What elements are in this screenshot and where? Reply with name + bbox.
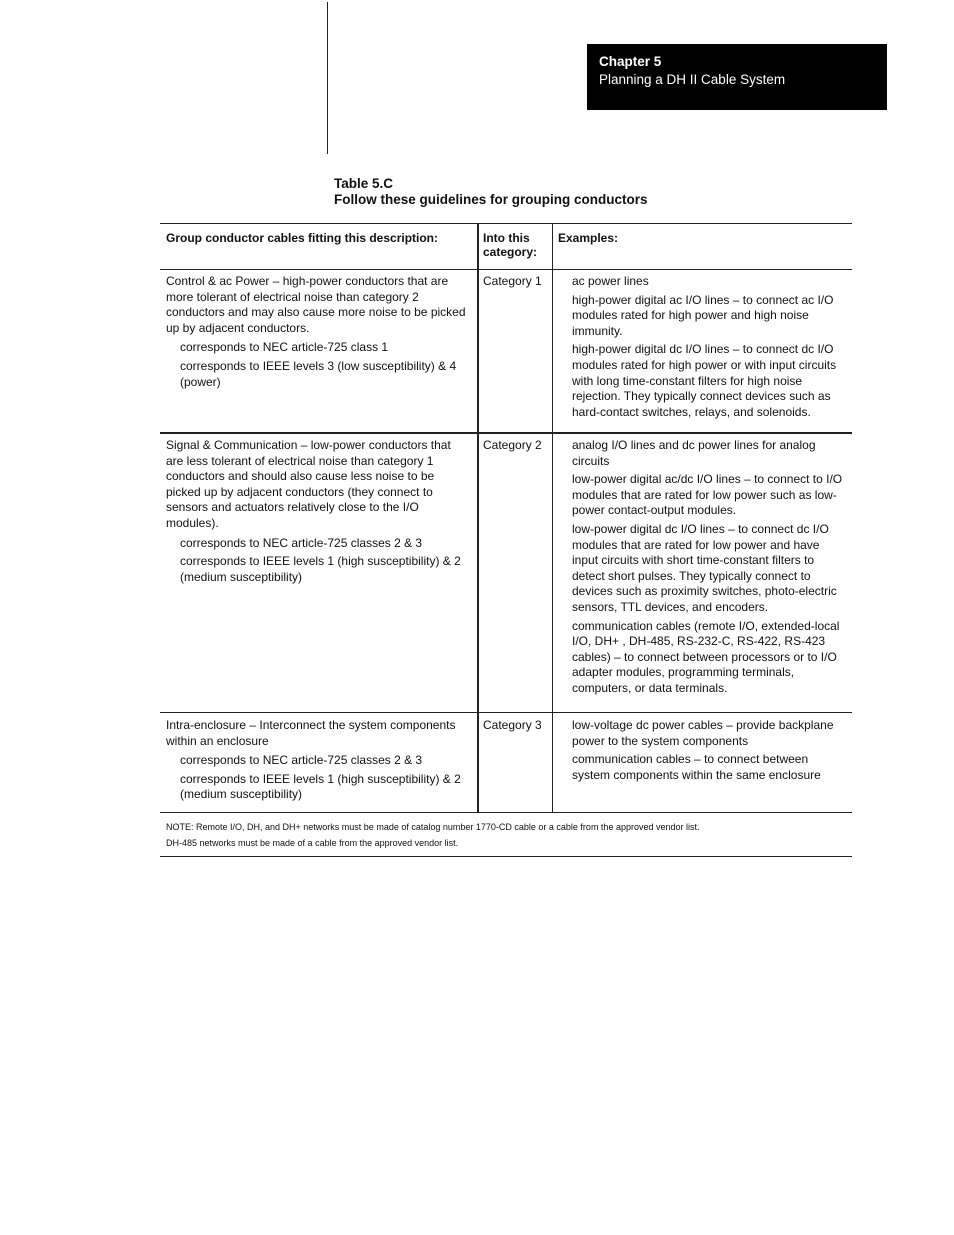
chapter-label: Chapter 5 bbox=[599, 54, 662, 69]
row-description: Intra-enclosure – Interconnect the system components within an enclosure bbox=[166, 718, 456, 748]
header-rule bbox=[160, 269, 852, 270]
row-1-description-cell bbox=[166, 274, 470, 390]
table-note: DH-485 networks must be made of a cable from the approved vendor list. bbox=[166, 838, 459, 848]
example-item: high-power digital ac I/O lines – to connect ac I/O modules rated for high power and high noise immunity. bbox=[572, 292, 834, 338]
row-divider-2 bbox=[160, 712, 852, 713]
row-sub-item: corresponds to NEC article-725 classes 2 & 3 bbox=[180, 535, 423, 550]
row-description: Signal & Communication – low-power conductors that are less tolerant of electrical noise than category 1 conductors and should also cause less noise to be picked up by adjacent conductors (they connect to sensors and actuators relatively close to the I/O modules). bbox=[166, 438, 451, 530]
column-header-description: Group conductor cables fitting this description: bbox=[166, 231, 439, 245]
row-sub-item: corresponds to IEEE levels 1 (high susceptibility) & 2 (medium susceptibility) bbox=[180, 554, 461, 584]
row-1-examples-cell bbox=[572, 274, 848, 423]
row-2-category: Category 2 bbox=[483, 438, 542, 452]
table-number: Table 5.C bbox=[334, 176, 394, 191]
row-sub-item: corresponds to IEEE levels 1 (high susceptibility) & 2 (medium susceptibility) bbox=[180, 771, 461, 802]
table-caption bbox=[334, 176, 648, 208]
column-divider-2 bbox=[552, 223, 553, 812]
table-note: NOTE: Remote I/O, DH, and DH+ networks must be made of catalog number 1770-CD cable or a cable from the approved vendor list. bbox=[166, 822, 700, 832]
example-item: high-power digital dc I/O lines – to connect dc I/O modules rated for high power or with input circuits with long time-constant filters for high noise rejection. They typically connect devices such as hard-contact switches, relays, and solenoids. bbox=[572, 342, 837, 419]
column-divider-1 bbox=[477, 223, 479, 812]
example-item: analog I/O lines and dc power lines for analog circuits bbox=[572, 438, 816, 468]
row-3-description-cell bbox=[166, 718, 470, 803]
example-item: low-voltage dc power cables – provide backplane power to the system components bbox=[572, 718, 834, 748]
example-item: low-power digital dc I/O lines – to connect dc I/O modules that are rated for low power and have input circuits with short time-constant filters to detect short pulses. They typically connect to devices such as proximity switches, photo-electric sensors, TTL devices, and encoders. bbox=[572, 521, 837, 614]
row-sub-item: corresponds to NEC article-725 classes 2 & 3 bbox=[180, 753, 423, 768]
column-header-category: Into this category: bbox=[483, 231, 538, 259]
row-divider-1 bbox=[160, 432, 852, 434]
row-2-description-cell bbox=[166, 438, 470, 585]
row-description: Control & ac Power – high-power conductors that are more tolerant of electrical noise than category 2 conductors and may also cause more noise to be picked up by adjacent conductors. bbox=[166, 274, 466, 335]
row-3-examples-cell bbox=[572, 718, 848, 786]
chapter-header bbox=[587, 44, 887, 110]
table-top-rule bbox=[160, 223, 852, 224]
example-item: communication cables (remote I/O, extended-local I/O, DH+ , DH-485, RS-232-C, RS-422, RS-423 cables) – to connect between processors or to I/O adapter modules, programming terminals, computers, or data terminals. bbox=[572, 618, 840, 695]
table-bottom-rule bbox=[160, 856, 852, 857]
row-3-category: Category 3 bbox=[483, 718, 542, 732]
row-sub-item: corresponds to IEEE levels 3 (low susceptibility) & 4 (power) bbox=[180, 358, 457, 389]
row-sub-item: corresponds to NEC article-725 class 1 bbox=[180, 340, 389, 355]
row-1-category: Category 1 bbox=[483, 274, 542, 288]
row-divider-3 bbox=[160, 812, 852, 813]
column-header-examples: Examples: bbox=[558, 231, 619, 245]
example-item: ac power lines bbox=[572, 274, 649, 288]
margin-rule bbox=[327, 2, 328, 154]
table-title: Follow these guidelines for grouping conductors bbox=[334, 192, 648, 207]
example-item: low-power digital ac/dc I/O lines – to connect to I/O modules that are rated for low power such as low-power contact-output modules. bbox=[572, 472, 843, 518]
example-item: communication cables – to connect between system components within the same enclosure bbox=[572, 752, 821, 782]
row-2-examples-cell bbox=[572, 438, 848, 700]
chapter-title: Planning a DH II Cable System bbox=[599, 72, 786, 87]
